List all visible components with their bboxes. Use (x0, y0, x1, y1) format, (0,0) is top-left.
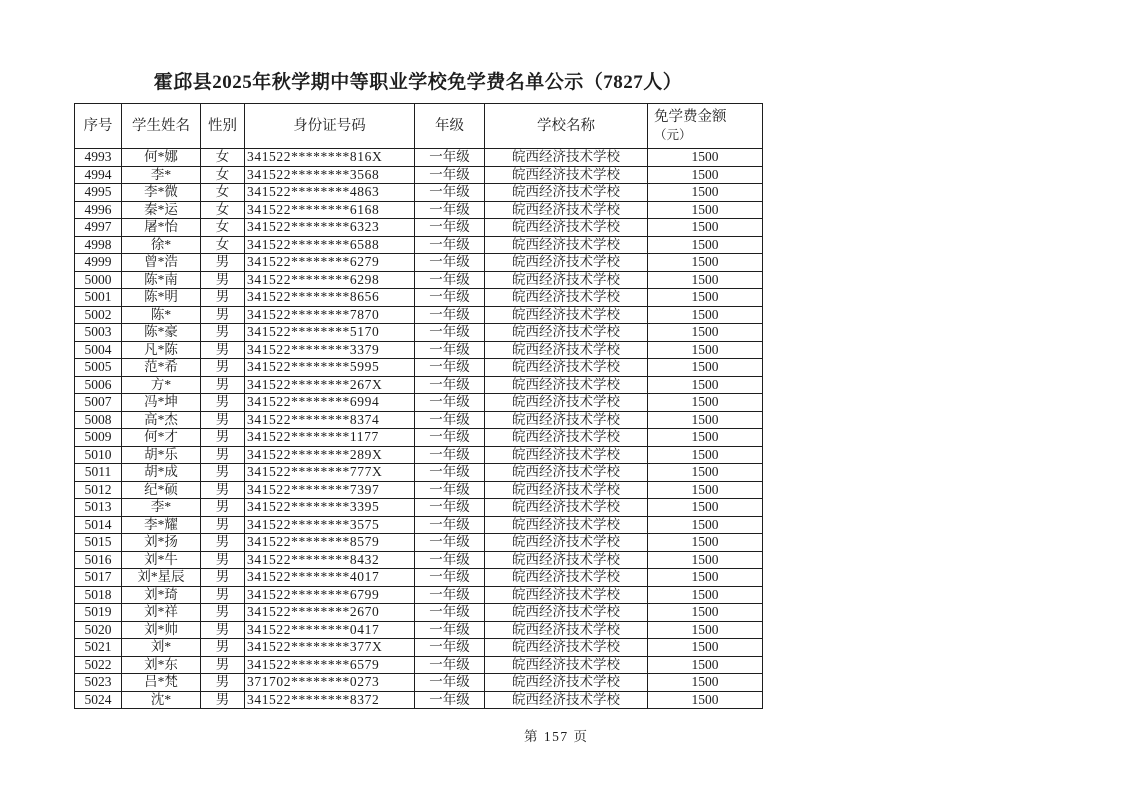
cell-school: 皖西经济技术学校 (485, 376, 648, 394)
cell-student-name: 陈*豪 (122, 324, 201, 342)
cell-amount: 1500 (648, 586, 763, 604)
cell-serial: 5009 (75, 429, 122, 447)
cell-serial: 5004 (75, 341, 122, 359)
table-row (75, 166, 763, 184)
cell-school: 皖西经济技术学校 (485, 324, 648, 342)
cell-id-number: 341522********5170 (245, 324, 415, 342)
cell-serial: 5002 (75, 306, 122, 324)
cell-serial: 4999 (75, 254, 122, 272)
cell-school: 皖西经济技术学校 (485, 166, 648, 184)
cell-school: 皖西经济技术学校 (485, 516, 648, 534)
table-row (75, 569, 763, 587)
cell-student-name: 胡*乐 (122, 446, 201, 464)
cell-student-name: 刘*牛 (122, 551, 201, 569)
cell-amount: 1500 (648, 429, 763, 447)
cell-id-number: 341522********289X (245, 446, 415, 464)
col-header-student-name: 学生姓名 (122, 104, 201, 149)
table-row (75, 289, 763, 307)
cell-school: 皖西经济技术学校 (485, 551, 648, 569)
cell-serial: 5016 (75, 551, 122, 569)
cell-gender: 男 (201, 429, 245, 447)
cell-amount: 1500 (648, 236, 763, 254)
cell-serial: 4993 (75, 149, 122, 167)
table-row (75, 254, 763, 272)
cell-id-number: 341522********8432 (245, 551, 415, 569)
cell-id-number: 341522********3379 (245, 341, 415, 359)
cell-grade: 一年级 (415, 341, 485, 359)
cell-school: 皖西经济技术学校 (485, 219, 648, 237)
cell-gender: 男 (201, 639, 245, 657)
cell-id-number: 341522********4863 (245, 184, 415, 202)
cell-gender: 男 (201, 359, 245, 377)
cell-id-number: 341522********5995 (245, 359, 415, 377)
cell-grade: 一年级 (415, 149, 485, 167)
cell-amount: 1500 (648, 411, 763, 429)
cell-serial: 5010 (75, 446, 122, 464)
cell-student-name: 刘*帅 (122, 621, 201, 639)
cell-grade: 一年级 (415, 359, 485, 377)
cell-gender: 女 (201, 201, 245, 219)
table-row (75, 446, 763, 464)
cell-amount: 1500 (648, 149, 763, 167)
cell-serial: 5008 (75, 411, 122, 429)
cell-grade: 一年级 (415, 551, 485, 569)
cell-id-number: 341522********777X (245, 464, 415, 482)
cell-student-name: 范*希 (122, 359, 201, 377)
cell-gender: 男 (201, 674, 245, 692)
cell-grade: 一年级 (415, 621, 485, 639)
cell-grade: 一年级 (415, 656, 485, 674)
cell-student-name: 陈*明 (122, 289, 201, 307)
table-row (75, 656, 763, 674)
cell-grade: 一年级 (415, 569, 485, 587)
table-row (75, 149, 763, 167)
col-header-serial: 序号 (75, 104, 122, 149)
cell-id-number: 341522********6579 (245, 656, 415, 674)
table-row (75, 691, 763, 709)
cell-amount: 1500 (648, 621, 763, 639)
cell-amount: 1500 (648, 289, 763, 307)
table-row (75, 586, 763, 604)
cell-gender: 男 (201, 586, 245, 604)
cell-id-number: 341522********6994 (245, 394, 415, 412)
cell-gender: 男 (201, 516, 245, 534)
cell-amount: 1500 (648, 534, 763, 552)
page-number: 第 157 页 (524, 729, 589, 744)
cell-grade: 一年级 (415, 394, 485, 412)
cell-serial: 5007 (75, 394, 122, 412)
cell-amount: 1500 (648, 516, 763, 534)
cell-student-name: 何*才 (122, 429, 201, 447)
cell-gender: 男 (201, 394, 245, 412)
cell-school: 皖西经济技术学校 (485, 271, 648, 289)
cell-school: 皖西经济技术学校 (485, 184, 648, 202)
cell-amount: 1500 (648, 306, 763, 324)
cell-id-number: 341522********6799 (245, 586, 415, 604)
cell-amount: 1500 (648, 464, 763, 482)
table-row (75, 516, 763, 534)
table-row (75, 236, 763, 254)
cell-serial: 4997 (75, 219, 122, 237)
cell-student-name: 刘* (122, 639, 201, 657)
cell-school: 皖西经济技术学校 (485, 306, 648, 324)
cell-school: 皖西经济技术学校 (485, 394, 648, 412)
cell-amount: 1500 (648, 271, 763, 289)
table-row (75, 394, 763, 412)
header-row (75, 104, 763, 149)
cell-gender: 女 (201, 149, 245, 167)
cell-serial: 5005 (75, 359, 122, 377)
cell-amount: 1500 (648, 254, 763, 272)
cell-amount: 1500 (648, 341, 763, 359)
table-row (75, 306, 763, 324)
cell-id-number: 341522********8372 (245, 691, 415, 709)
cell-gender: 男 (201, 324, 245, 342)
cell-student-name: 凡*陈 (122, 341, 201, 359)
cell-amount: 1500 (648, 376, 763, 394)
cell-amount: 1500 (648, 446, 763, 464)
cell-amount: 1500 (648, 219, 763, 237)
cell-amount: 1500 (648, 166, 763, 184)
cell-serial: 4994 (75, 166, 122, 184)
cell-school: 皖西经济技术学校 (485, 446, 648, 464)
table-row (75, 674, 763, 692)
table-row (75, 219, 763, 237)
cell-gender: 女 (201, 184, 245, 202)
cell-serial: 5001 (75, 289, 122, 307)
cell-id-number: 341522********6279 (245, 254, 415, 272)
cell-student-name: 李* (122, 499, 201, 517)
cell-school: 皖西经济技术学校 (485, 149, 648, 167)
table-row (75, 604, 763, 622)
cell-student-name: 徐* (122, 236, 201, 254)
cell-amount: 1500 (648, 499, 763, 517)
cell-id-number: 341522********267X (245, 376, 415, 394)
cell-gender: 女 (201, 166, 245, 184)
cell-school: 皖西经济技术学校 (485, 464, 648, 482)
cell-serial: 4995 (75, 184, 122, 202)
cell-id-number: 341522********6168 (245, 201, 415, 219)
table-row (75, 324, 763, 342)
cell-id-number: 341522********6588 (245, 236, 415, 254)
cell-grade: 一年级 (415, 184, 485, 202)
cell-school: 皖西经济技术学校 (485, 201, 648, 219)
cell-student-name: 陈* (122, 306, 201, 324)
cell-school: 皖西经济技术学校 (485, 586, 648, 604)
col-header-amount-line1: 免学费金额 (654, 109, 727, 126)
cell-student-name: 刘*祥 (122, 604, 201, 622)
cell-serial: 5015 (75, 534, 122, 552)
cell-school: 皖西经济技术学校 (485, 639, 648, 657)
cell-school: 皖西经济技术学校 (485, 429, 648, 447)
cell-id-number: 341522********4017 (245, 569, 415, 587)
cell-id-number: 341522********6323 (245, 219, 415, 237)
cell-grade: 一年级 (415, 446, 485, 464)
cell-grade: 一年级 (415, 254, 485, 272)
cell-gender: 男 (201, 411, 245, 429)
cell-gender: 男 (201, 656, 245, 674)
cell-student-name: 方* (122, 376, 201, 394)
cell-grade: 一年级 (415, 411, 485, 429)
cell-grade: 一年级 (415, 376, 485, 394)
cell-gender: 男 (201, 604, 245, 622)
cell-school: 皖西经济技术学校 (485, 691, 648, 709)
cell-student-name: 李* (122, 166, 201, 184)
cell-grade: 一年级 (415, 464, 485, 482)
cell-student-name: 陈*南 (122, 271, 201, 289)
cell-amount: 1500 (648, 551, 763, 569)
cell-school: 皖西经济技术学校 (485, 481, 648, 499)
table-body (75, 149, 763, 709)
cell-serial: 5017 (75, 569, 122, 587)
cell-gender: 男 (201, 551, 245, 569)
cell-gender: 男 (201, 306, 245, 324)
cell-amount: 1500 (648, 184, 763, 202)
col-header-school: 学校名称 (485, 104, 648, 149)
cell-grade: 一年级 (415, 306, 485, 324)
cell-serial: 5011 (75, 464, 122, 482)
cell-grade: 一年级 (415, 534, 485, 552)
cell-student-name: 刘*扬 (122, 534, 201, 552)
cell-student-name: 秦*运 (122, 201, 201, 219)
cell-amount: 1500 (648, 201, 763, 219)
cell-grade: 一年级 (415, 219, 485, 237)
cell-grade: 一年级 (415, 481, 485, 499)
cell-serial: 5014 (75, 516, 122, 534)
cell-serial: 5024 (75, 691, 122, 709)
cell-student-name: 刘*东 (122, 656, 201, 674)
cell-gender: 男 (201, 446, 245, 464)
cell-school: 皖西经济技术学校 (485, 534, 648, 552)
cell-serial: 4996 (75, 201, 122, 219)
table-row (75, 481, 763, 499)
cell-student-name: 胡*成 (122, 464, 201, 482)
col-header-amount-line2: （元） (654, 128, 692, 143)
cell-school: 皖西经济技术学校 (485, 289, 648, 307)
cell-gender: 男 (201, 254, 245, 272)
cell-gender: 男 (201, 341, 245, 359)
cell-grade: 一年级 (415, 639, 485, 657)
cell-school: 皖西经济技术学校 (485, 656, 648, 674)
cell-serial: 5020 (75, 621, 122, 639)
cell-id-number: 341522********7397 (245, 481, 415, 499)
cell-gender: 男 (201, 569, 245, 587)
cell-gender: 男 (201, 271, 245, 289)
cell-student-name: 高*杰 (122, 411, 201, 429)
cell-gender: 男 (201, 499, 245, 517)
cell-grade: 一年级 (415, 499, 485, 517)
cell-serial: 4998 (75, 236, 122, 254)
cell-id-number: 341522********8656 (245, 289, 415, 307)
cell-serial: 5000 (75, 271, 122, 289)
cell-school: 皖西经济技术学校 (485, 411, 648, 429)
cell-school: 皖西经济技术学校 (485, 499, 648, 517)
cell-amount: 1500 (648, 359, 763, 377)
exemption-table (74, 103, 763, 709)
cell-id-number: 341522********7870 (245, 306, 415, 324)
cell-amount: 1500 (648, 394, 763, 412)
cell-id-number: 341522********3568 (245, 166, 415, 184)
cell-id-number: 341522********8374 (245, 411, 415, 429)
table-row (75, 534, 763, 552)
cell-id-number: 341522********8579 (245, 534, 415, 552)
cell-school: 皖西经济技术学校 (485, 359, 648, 377)
cell-serial: 5023 (75, 674, 122, 692)
cell-id-number: 341522********3395 (245, 499, 415, 517)
table-row (75, 464, 763, 482)
table-row (75, 359, 763, 377)
cell-gender: 女 (201, 219, 245, 237)
cell-serial: 5013 (75, 499, 122, 517)
cell-grade: 一年级 (415, 604, 485, 622)
col-header-id-number: 身份证号码 (245, 104, 415, 149)
cell-amount: 1500 (648, 604, 763, 622)
cell-school: 皖西经济技术学校 (485, 604, 648, 622)
cell-student-name: 李*微 (122, 184, 201, 202)
cell-grade: 一年级 (415, 674, 485, 692)
cell-id-number: 341522********3575 (245, 516, 415, 534)
cell-amount: 1500 (648, 656, 763, 674)
table-row (75, 201, 763, 219)
cell-grade: 一年级 (415, 429, 485, 447)
cell-id-number: 341522********377X (245, 639, 415, 657)
table-row (75, 376, 763, 394)
cell-grade: 一年级 (415, 289, 485, 307)
cell-serial: 5019 (75, 604, 122, 622)
cell-gender: 男 (201, 534, 245, 552)
cell-school: 皖西经济技术学校 (485, 254, 648, 272)
cell-grade: 一年级 (415, 201, 485, 219)
cell-gender: 女 (201, 236, 245, 254)
cell-gender: 男 (201, 691, 245, 709)
col-header-gender: 性别 (201, 104, 245, 149)
table-row (75, 271, 763, 289)
cell-student-name: 李*耀 (122, 516, 201, 534)
cell-grade: 一年级 (415, 236, 485, 254)
cell-student-name: 曾*浩 (122, 254, 201, 272)
cell-amount: 1500 (648, 691, 763, 709)
cell-school: 皖西经济技术学校 (485, 569, 648, 587)
cell-id-number: 341522********2670 (245, 604, 415, 622)
cell-grade: 一年级 (415, 586, 485, 604)
cell-amount: 1500 (648, 324, 763, 342)
table-row (75, 341, 763, 359)
cell-student-name: 刘*琦 (122, 586, 201, 604)
cell-gender: 男 (201, 376, 245, 394)
cell-grade: 一年级 (415, 324, 485, 342)
cell-student-name: 何*娜 (122, 149, 201, 167)
cell-school: 皖西经济技术学校 (485, 621, 648, 639)
cell-student-name: 刘*星辰 (122, 569, 201, 587)
cell-grade: 一年级 (415, 271, 485, 289)
cell-student-name: 沈* (122, 691, 201, 709)
table-row (75, 639, 763, 657)
cell-school: 皖西经济技术学校 (485, 236, 648, 254)
cell-serial: 5018 (75, 586, 122, 604)
cell-amount: 1500 (648, 569, 763, 587)
cell-grade: 一年级 (415, 691, 485, 709)
cell-student-name: 冯*坤 (122, 394, 201, 412)
table-row (75, 429, 763, 447)
cell-gender: 男 (201, 621, 245, 639)
cell-gender: 男 (201, 481, 245, 499)
table-row (75, 499, 763, 517)
cell-id-number: 341522********1177 (245, 429, 415, 447)
table-row (75, 551, 763, 569)
cell-gender: 男 (201, 464, 245, 482)
cell-amount: 1500 (648, 639, 763, 657)
cell-school: 皖西经济技术学校 (485, 341, 648, 359)
cell-id-number: 371702********0273 (245, 674, 415, 692)
cell-id-number: 341522********6298 (245, 271, 415, 289)
cell-student-name: 纪*硕 (122, 481, 201, 499)
cell-serial: 5003 (75, 324, 122, 342)
cell-grade: 一年级 (415, 516, 485, 534)
cell-student-name: 吕*梵 (122, 674, 201, 692)
cell-gender: 男 (201, 289, 245, 307)
cell-serial: 5021 (75, 639, 122, 657)
cell-school: 皖西经济技术学校 (485, 674, 648, 692)
cell-amount: 1500 (648, 481, 763, 499)
cell-serial: 5022 (75, 656, 122, 674)
col-header-grade: 年级 (415, 104, 485, 149)
cell-serial: 5006 (75, 376, 122, 394)
col-header-amount (648, 104, 763, 149)
page-title: 霍邱县2025年秋学期中等职业学校免学费名单公示（7827人） (153, 72, 683, 93)
cell-amount: 1500 (648, 674, 763, 692)
cell-grade: 一年级 (415, 166, 485, 184)
cell-id-number: 341522********0417 (245, 621, 415, 639)
table-row (75, 411, 763, 429)
table-row (75, 184, 763, 202)
cell-serial: 5012 (75, 481, 122, 499)
table-row (75, 621, 763, 639)
cell-student-name: 屠*怡 (122, 219, 201, 237)
cell-id-number: 341522********816X (245, 149, 415, 167)
